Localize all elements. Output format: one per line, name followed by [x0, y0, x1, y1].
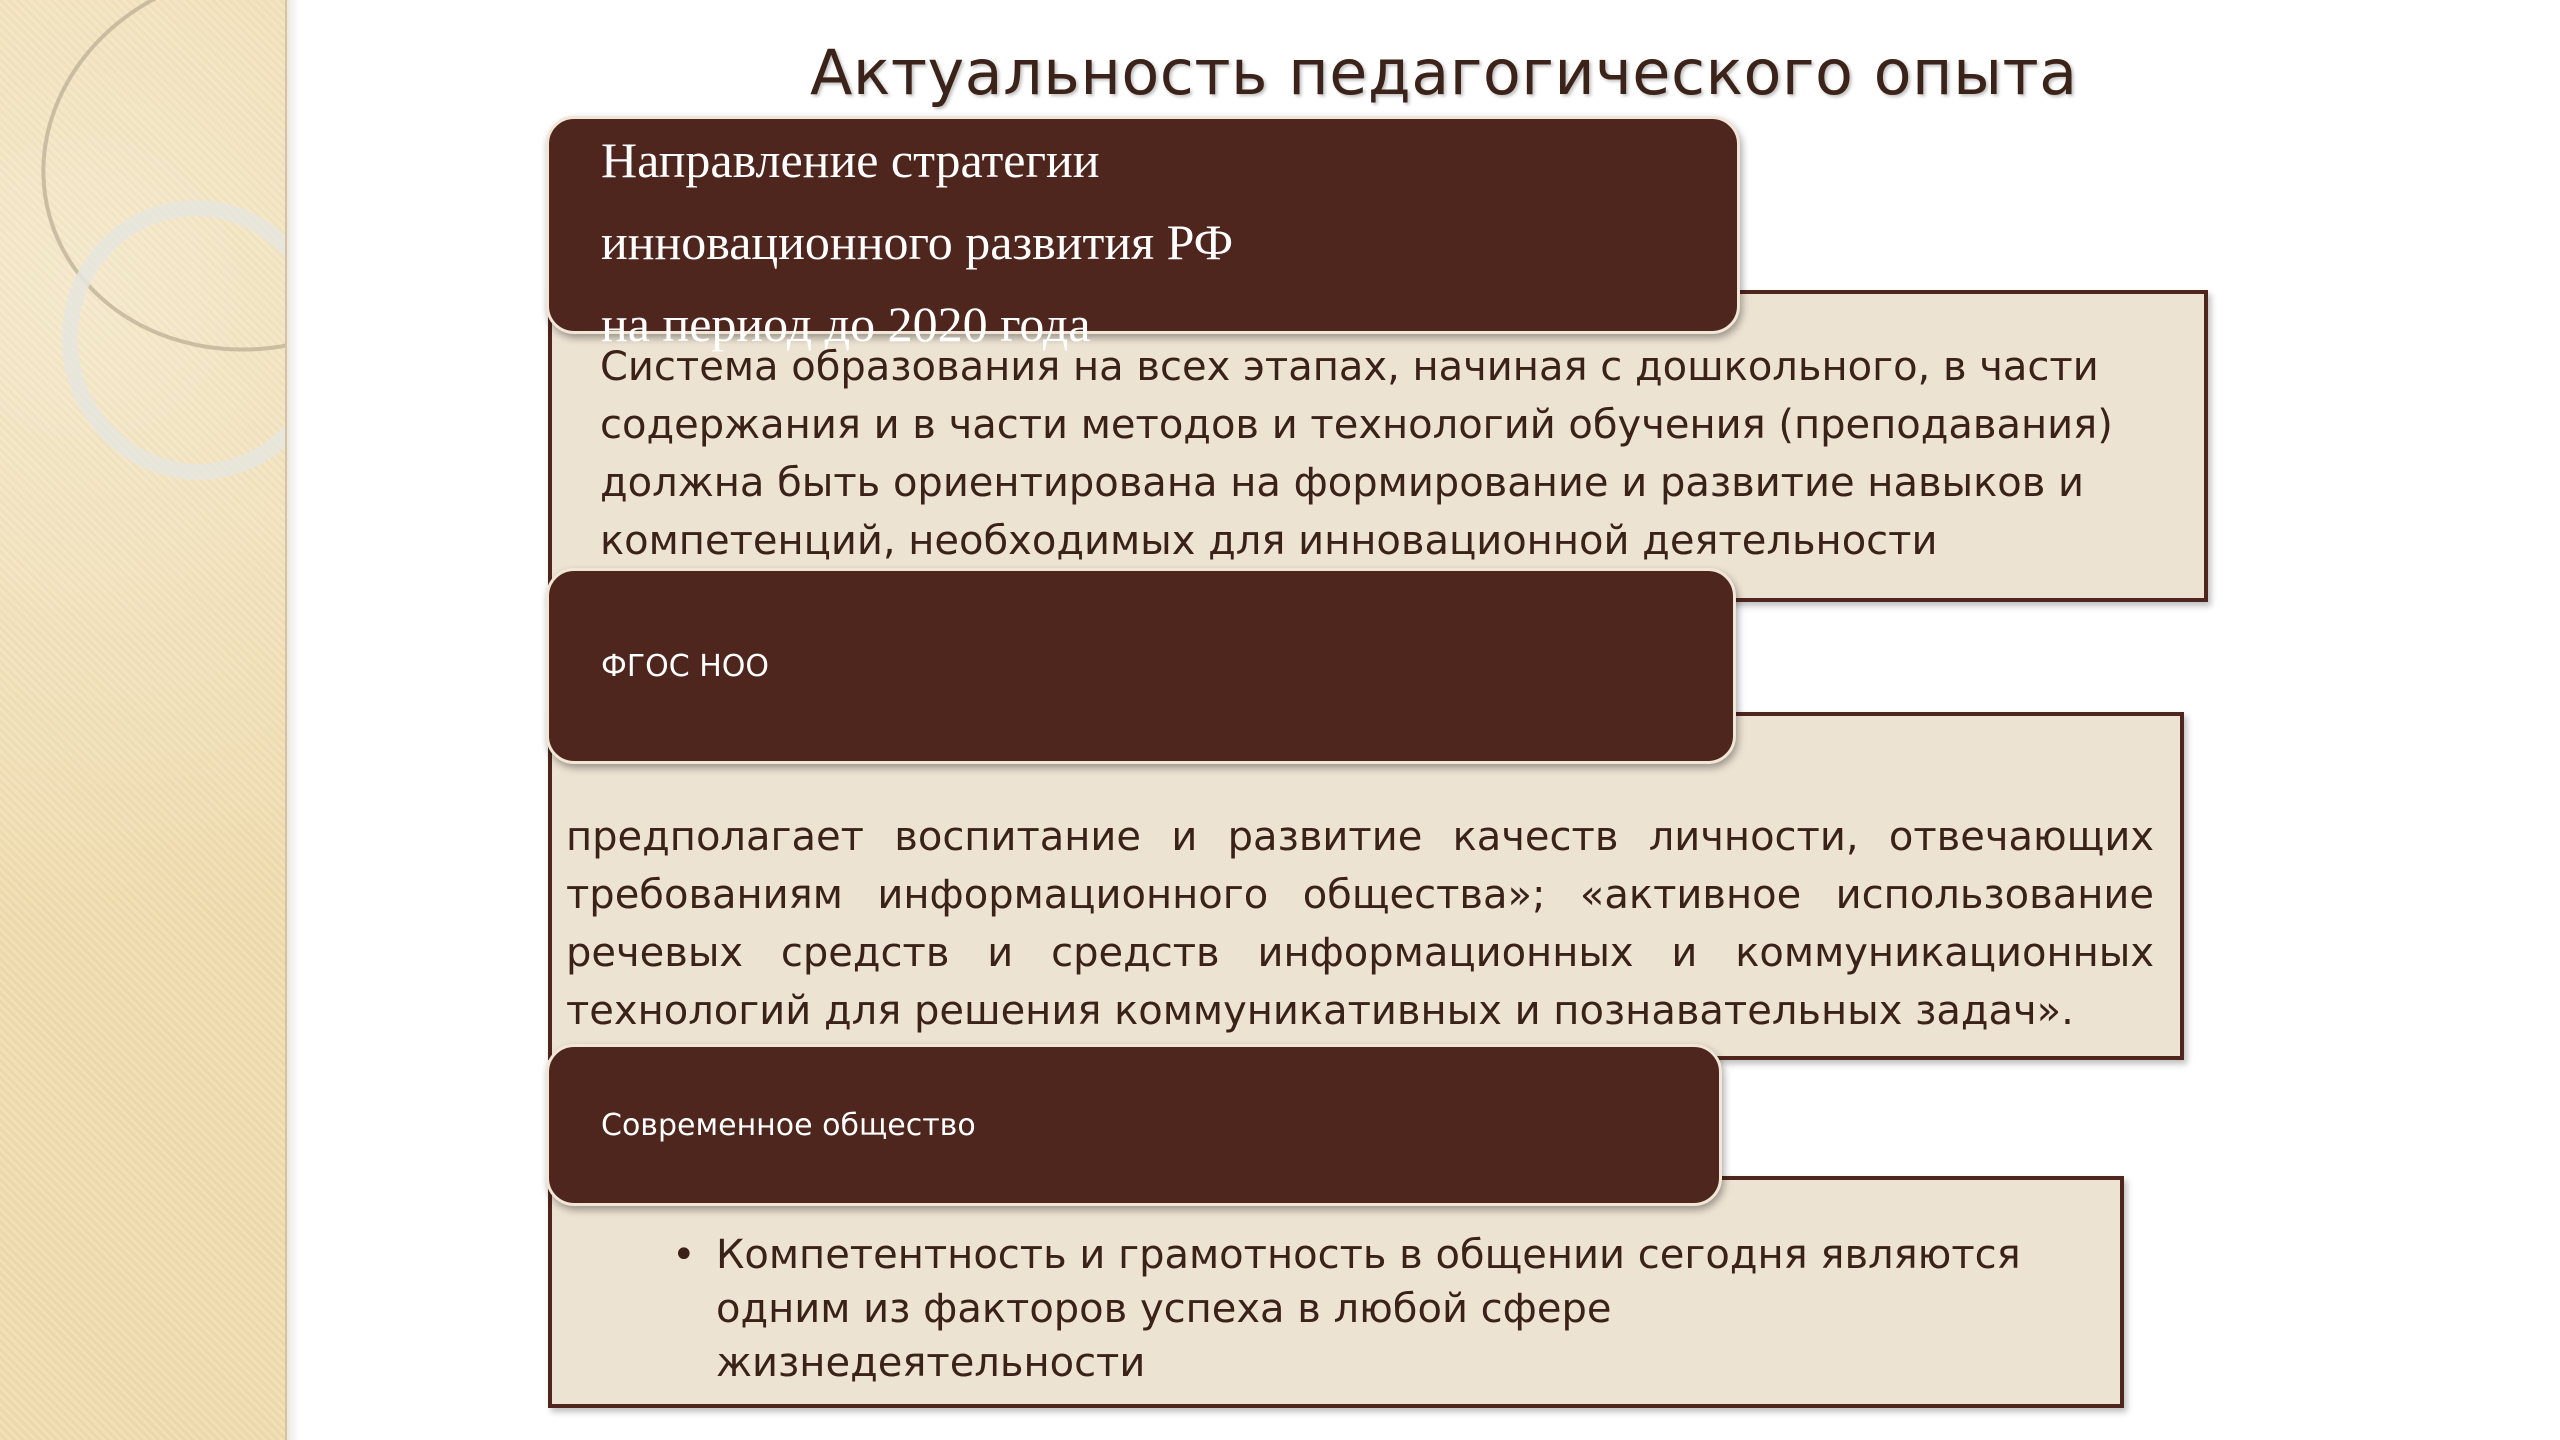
fgos-body-text: [566, 808, 2154, 1040]
strategy-header-box: [546, 116, 1740, 352]
side-strip-shadow: [285, 0, 299, 1440]
society-header-label: Современное общество: [601, 1107, 976, 1143]
fgos-body-line-3: речевых средств и средств информационных и коммуникационных: [566, 930, 2154, 976]
society-bullet-line-2: одним из факторов успеха в любой сфере: [716, 1286, 1612, 1332]
strategy-body-text: [600, 338, 2180, 570]
society-bullet-list: [672, 1228, 2072, 1390]
society-bullet-line-3: жизнедеятельности: [716, 1340, 1146, 1386]
fgos-header-label: ФГОС НОО: [601, 648, 770, 684]
strategy-header-line-3: на период до 2020 года: [601, 296, 1091, 352]
society-bullet-line-1: Компетентность и грамотность в общении сегодня являются: [716, 1232, 2021, 1278]
strategy-body-line-1: Система образования на всех этапах, начиная с дошкольного, в части: [600, 344, 2099, 390]
fgos-header-box: [546, 568, 1736, 764]
fgos-body-line-2: требованиям информационного общества»; «активное использование: [566, 872, 2154, 918]
bullet-icon: •: [672, 1232, 696, 1278]
list-item: [672, 1228, 2072, 1390]
slide-title: Актуальность педагогического опыта: [810, 36, 2078, 109]
strategy-header-line-2: инновационного развития РФ: [601, 214, 1234, 270]
strategy-body-line-4: компетенций, необходимых для инновационной деятельности: [600, 518, 1938, 564]
fgos-body-line-4: технологий для решения коммуникативных и познавательных задач».: [566, 988, 2074, 1034]
strategy-body-line-3: должна быть ориентирована на формирование и развитие навыков и: [600, 460, 2085, 506]
decorative-side-strip: [0, 0, 287, 1440]
strategy-body-line-2: содержания и в части методов и технологий обучения (преподавания): [600, 402, 2113, 448]
fgos-body-line-1: предполагает воспитание и развитие качеств личности, отвечающих: [566, 814, 2154, 860]
society-header-box: [546, 1044, 1722, 1206]
strategy-header-line-1: Направление стратегии: [601, 132, 1100, 188]
